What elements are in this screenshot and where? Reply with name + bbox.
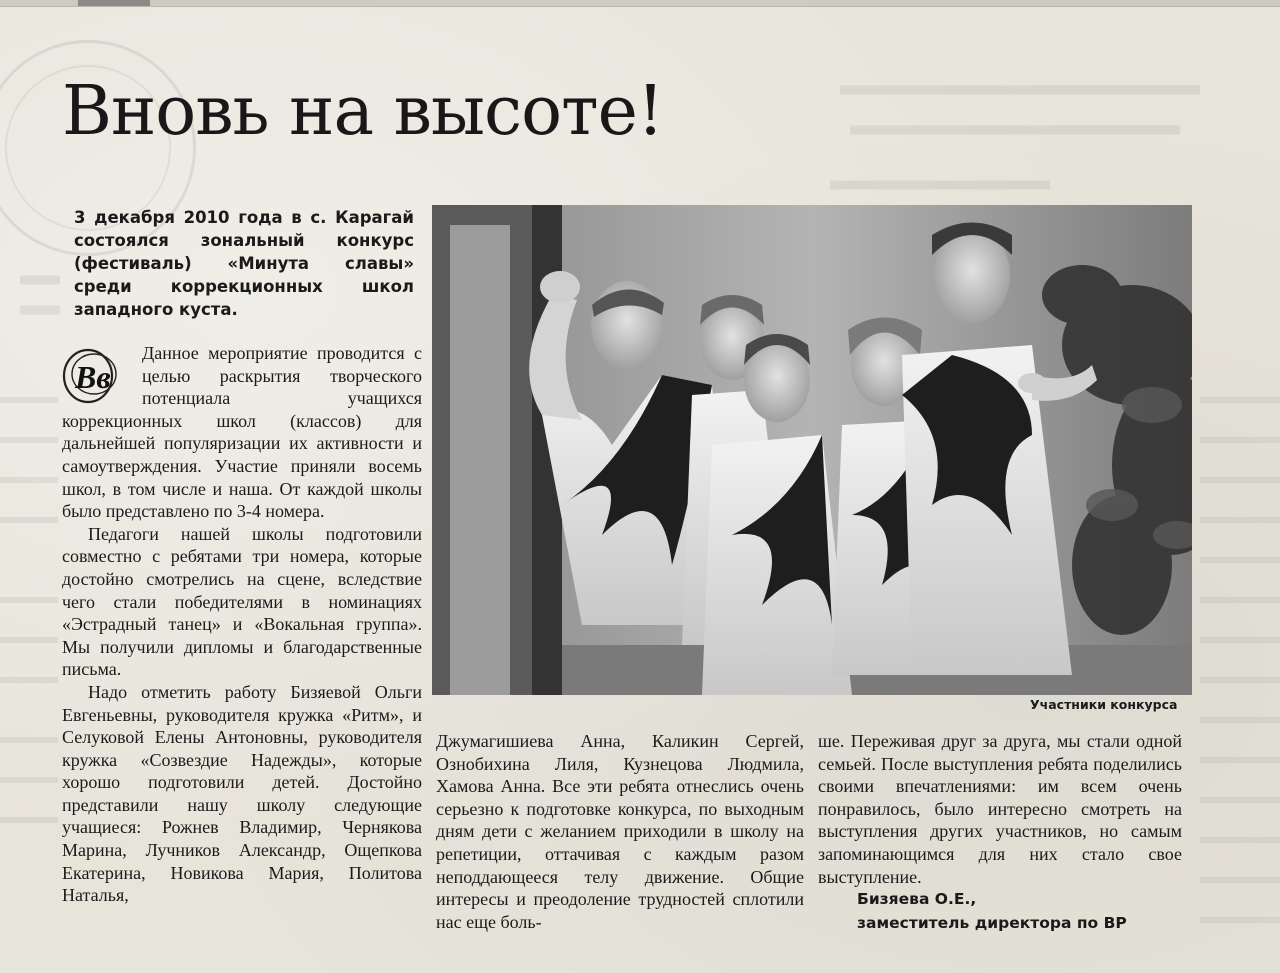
paragraph-4: Джумагишиева Анна, Каликин Сергей, Ознобихина Лиля, Кузнецова Людмила, Хамова Анна. Все эти ребята отнеслись очень серьезно к подготовке конкурса, по выходным дням дети с желанием приходили в школу на репетиции, оттачивая с каждым разом неподдающееся телу движение. Общие интересы и преодоление трудностей сплотили нас еще боль- xyxy=(436,731,804,932)
paragraph-5: ше. Переживая друг за друга, мы стали одной семьей. После выступления ребята поделились своими впечатлениями: им всем очень понравилось, было интересно смотреть на выступления других участников, но самым запоминающимся для них стало свое выступление. xyxy=(818,731,1182,887)
paragraph-2: Педагоги нашей школы подготовили совместно с ребятами три номера, которые достойно смотрелись на сцене, вследствие чего стали победителями в номинациях «Эстрадный танец» и «Вокальная группа». Мы получили дипломы и благодарственные письма. xyxy=(62,523,422,680)
photo-caption: Участники конкурса xyxy=(1030,697,1178,712)
signature-role: заместитель директора по ВР xyxy=(857,914,1127,932)
article-lead: 3 декабря 2010 года в с. Карагай состоялся зональный конкурс (фестиваль) «Минута славы» среди коррекционных школ западного куста. xyxy=(74,208,414,319)
dropcap-logo xyxy=(58,342,136,408)
article-signature xyxy=(857,887,1127,935)
dropcap-letters: Вв xyxy=(75,359,111,395)
paragraph-3: Надо отметить работу Бизяевой Ольги Евгеньевны, руководителя кружка «Ритм», и Селуковой Елены Антоновны, руководителя кружка «Созвездие Надежды», которые хорошо подготовили детей. Достойно представили нашу школу следующие учащиеся: Рожнев Владимир, Чернякова Марина, Лучников Александр, Ощепкова Екатерина, Новикова Мария, Политова Наталья, xyxy=(62,681,422,906)
article-headline: Вновь на высоте! xyxy=(62,72,664,151)
signature-name: Бизяева О.Е., xyxy=(857,890,977,908)
contest-participants-photo xyxy=(432,205,1192,695)
photo-illustration xyxy=(432,205,1192,695)
dropcap-ornament xyxy=(58,342,136,408)
article-column-1 xyxy=(62,342,422,907)
paragraph-1: Данное мероприятие проводится с целью раскрытия творческого потенциала учащихся коррекционных школ (классов) для дальнейшей популяризации их активности и самоутверждения. Участие приняли восемь школ, в том числе и наша. От каждой школы было представлено по 3-4 номера. xyxy=(62,343,422,522)
article-column-3 xyxy=(818,730,1182,888)
article-column-2 xyxy=(436,730,804,933)
